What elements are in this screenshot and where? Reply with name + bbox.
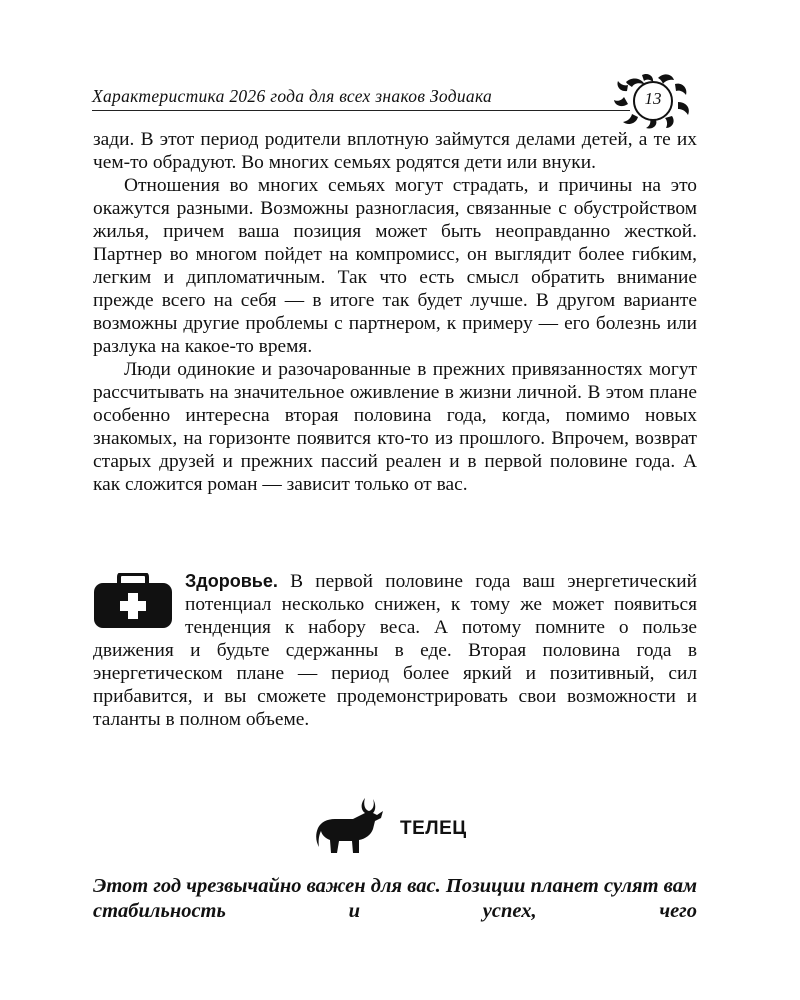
sign-intro: Этот год чрезвычайно важен для вас. Позиции планет сулят вам стабильность и успех, чего xyxy=(93,875,697,922)
page-number-ornament xyxy=(612,72,694,130)
running-title: Характеристика 2026 года для всех знаков Зодиака xyxy=(92,86,493,106)
health-section xyxy=(93,570,697,731)
health-title: Здоровье. xyxy=(185,571,278,591)
header-rule xyxy=(92,110,630,111)
sign-title: ТЕЛЕЦ xyxy=(400,818,467,839)
bull-icon xyxy=(313,795,391,859)
health-text: В первой половине года ваш энергетический потенциал несколько снижен, к тому же может появиться тенденция к набору веса. А потому помните о пользе движения и будьте сдержанны в еде. Вторая половина года в энергетическом плане — период более яркий и позитивный, сил прибавится, и вы сможете продемонстрировать свои возможности и таланты в полном объеме. xyxy=(93,571,697,730)
article-body xyxy=(93,128,697,496)
page-number: 13 xyxy=(644,89,662,108)
paragraph: Отношения во многих семьях могут страдать, и причины на это окажутся разными. Возможны разногласия, связанные с обустройством жилья, причем ваша позиция может быть неоправданно жесткой. Партнер во многом пойдет на компромисс, он выглядит более гибким, легким и дипломатичным. Так что есть смысл обратить внимание прежде всего на себя — в итоге так будет лучше. В другом варианте возможны другие проблемы с партнером, к примеру — его болезнь или разлука на какое-то время. xyxy=(93,175,697,357)
paragraph: Люди одинокие и разочарованные в прежних привязанностях могут рассчитывать на значительное оживление в жизни личной. В этом плане особенно интересна вторая половина года, когда, помимо новых знакомых, на горизонте появится кто-то из прошлого. Впрочем, возврат старых друзей и прежних пассий реален и в первой половине года. А как сложится роман — зависит только от вас. xyxy=(93,359,697,495)
paragraph: зади. В этот период родители вплотную займутся делами детей, а те их чем-то обрадуют. Во многих семьях родятся дети или внуки. xyxy=(93,129,697,173)
